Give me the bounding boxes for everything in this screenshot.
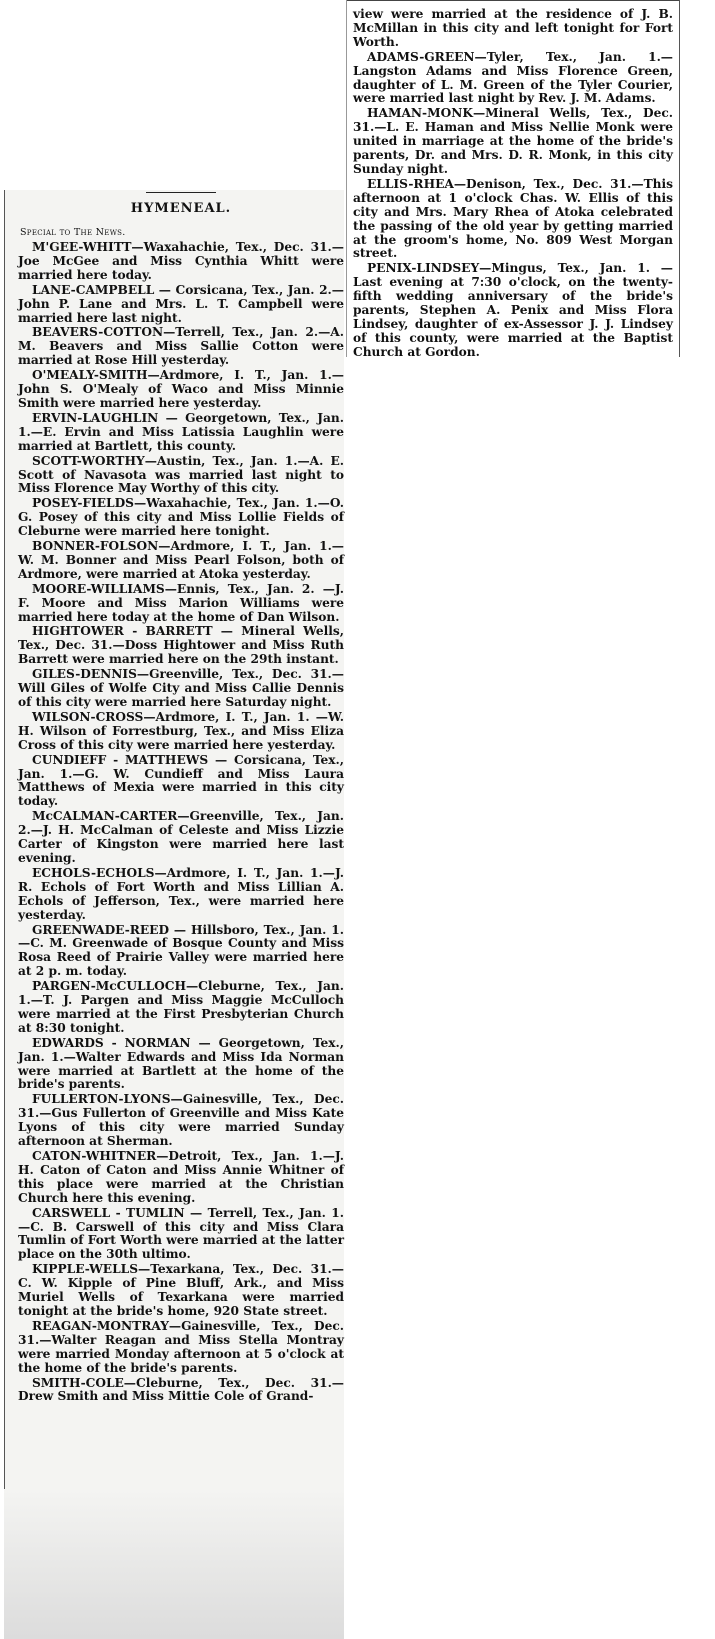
wedding-item: BONNER-FOLSON—Ardmore, I. T., Jan. 1.—W. M. Bonner and Miss Pearl Folson, both of Ardmore, were married at Atoka yesterday. (18, 539, 344, 581)
wedding-item: POSEY-FIELDS—Waxahachie, Tex., Jan. 1.—O. G. Posey of this city and Miss Lollie Fields of Cleburne were married here tonight. (18, 496, 344, 539)
wedding-item: HAMAN-MONK—Mineral Wells, Tex., Dec. 31.—L. E. Haman and Miss Nellie Monk were united in marriage at the home of the bride's parents, Dr. and Mrs. D. R. Monk, in this city Sunday night. (353, 106, 673, 176)
heading-rule (146, 192, 216, 193)
wedding-item: KIPPLE-WELLS—Texarkana, Tex., Dec. 31.—C. W. Kipple of Pine Bluff, Ark., and Miss Muriel Wells of Texarkana were married tonight at the bride's home, 920 State street. (18, 1262, 344, 1318)
wedding-item: MOORE-WILLIAMS—Ennis, Tex., Jan. 2. —J. F. Moore and Miss Marion Williams were married here today at the home of Dan Wilson. (18, 581, 344, 624)
right-column-text (353, 8, 673, 360)
column-left-rule (4, 190, 5, 1639)
wedding-item: ERVIN-LAUGHLIN — Georgetown, Tex., Jan. 1.—E. Ervin and Miss Latissia Laughlin were married at Bartlett, this county. (18, 410, 344, 453)
wedding-item: GREENWADE-REED — Hillsboro, Tex., Jan. 1.—C. M. Greenwade of Bosque County and Miss Rosa Reed of Prairie Valley were married here at 2 p. m. today. (18, 922, 344, 979)
wedding-item: HIGHTOWER - BARRETT — Mineral Wells, Tex., Dec. 31.—Doss Hightower and Miss Ruth Barrett were married here on the 29th instant. (18, 624, 344, 667)
wedding-item: CATON-WHITNER—Detroit, Tex., Jan. 1.—J. H. Caton of Caton and Miss Annie Whitner of this place were married at the Christian Church here this evening. (18, 1149, 344, 1205)
paper-shading (4, 1489, 344, 1639)
wedding-item: PENIX-LINDSEY—Mingus, Tex., Jan. 1. —Last evening at 7:30 o'clock, on the twenty-fifth wedding anniversary of the bride's parents, Stephen A. Penix and Miss Flora Lindsey, daughter of ex-Assessor J. J. Lindsey of this county, were married at the Baptist Church at Gordon. (353, 261, 673, 359)
column-right-rule (679, 0, 680, 357)
dateline-credit: Special to The News. (20, 227, 126, 238)
continued-item: view were married at the residence of J. B. McMillan in this city and left tonight for Fort Worth. (353, 7, 673, 49)
left-column-text (18, 192, 344, 1404)
wedding-item: ADAMS-GREEN—Tyler, Tex., Jan. 1.—Langston Adams and Miss Florence Green, daughter of L. M. Green of the Tyler Courier, were married last night by Rev. J. M. Adams. (353, 49, 673, 106)
wedding-item: ECHOLS-ECHOLS—Ardmore, I. T., Jan. 1.—J. R. Echols of Fort Worth and Miss Lillian A. Echols of Jefferson, Tex., were married here yesterday. (18, 865, 344, 922)
wedding-item: GILES-DENNIS—Greenville, Tex., Dec. 31.—Will Giles of Wolfe City and Miss Callie Dennis of this city were married here Saturday night. (18, 667, 344, 709)
wedding-item: SCOTT-WORTHY—Austin, Tex., Jan. 1.—A. E. Scott of Navasota was married last night to Miss Florence May Worthy of this city. (18, 453, 344, 496)
wedding-item: WILSON-CROSS—Ardmore, I. T., Jan. 1. —W. H. Wilson of Forrestburg, Tex., and Miss Eliza Cross of this city were married here yesterday. (18, 709, 344, 752)
wedding-item: ELLIS-RHEA—Denison, Tex., Dec. 31.—This afternoon at 1 o'clock Chas. W. Ellis of this city and Mrs. Mary Rhea of Atoka celebrated the passing of the old year by getting married at the groom's home, No. 809 West Morgan street. (353, 176, 673, 261)
wedding-item: SMITH-COLE—Cleburne, Tex., Dec. 31.—Drew Smith and Miss Mittie Cole of Grand- (18, 1375, 344, 1404)
wedding-item: EDWARDS - NORMAN — Georgetown, Tex., Jan. 1.—Walter Edwards and Miss Ida Norman were married at Bartlett at the home of the bride's parents. (18, 1035, 344, 1092)
section-heading: HYMENEAL. (130, 201, 232, 216)
wedding-item: CARSWELL - TUMLIN — Terrell, Tex., Jan. 1.—C. B. Carswell of this city and Miss Clara Tumlin of Fort Worth were married at the latter place on the 30th ultimo. (18, 1205, 344, 1262)
wedding-item: BEAVERS-COTTON—Terrell, Tex., Jan. 2.—A. M. Beavers and Miss Sallie Cotton were married at Rose Hill yesterday. (18, 325, 344, 368)
wedding-item: REAGAN-MONTRAY—Gainesville, Tex., Dec. 31.—Walter Reagan and Miss Stella Montray were married Monday afternoon at 5 o'clock at the home of the bride's parents. (18, 1318, 344, 1375)
left-column (4, 190, 344, 1639)
wedding-item: CUNDIEFF - MATTHEWS — Corsicana, Tex., Jan. 1.—G. W. Cundieff and Miss Laura Matthews of Mexia were married in this city today. (18, 752, 344, 809)
column-divider-rule (346, 0, 347, 357)
wedding-item: M'GEE-WHITT—Waxahachie, Tex., Dec. 31.—Joe McGee and Miss Cynthia Whitt were married here today. (18, 240, 344, 282)
wedding-item: O'MEALY-SMITH—Ardmore, I. T., Jan. 1.—John S. O'Mealy of Waco and Miss Minnie Smith were married here yesterday. (18, 368, 344, 410)
column-top-rule (346, 0, 680, 1)
wedding-item: PARGEN-McCULLOCH—Cleburne, Tex., Jan. 1.—T. J. Pargen and Miss Maggie McCulloch were married at the First Presbyterian Church at 8:30 tonight. (18, 979, 344, 1035)
wedding-item: McCALMAN-CARTER—Greenville, Tex., Jan. 2.—J. H. McCalman of Celeste and Miss Lizzie Carter of Kingston were married here last evening. (18, 809, 344, 865)
wedding-item: LANE-CAMPBELL — Corsicana, Tex., Jan. 2.—John P. Lane and Mrs. L. T. Campbell were married here last night. (18, 282, 344, 325)
wedding-item: FULLERTON-LYONS—Gainesville, Tex., Dec. 31.—Gus Fullerton of Greenville and Miss Kate Lyons of this city were married Sunday afternoon at Sherman. (18, 1092, 344, 1149)
right-column (346, 0, 680, 357)
